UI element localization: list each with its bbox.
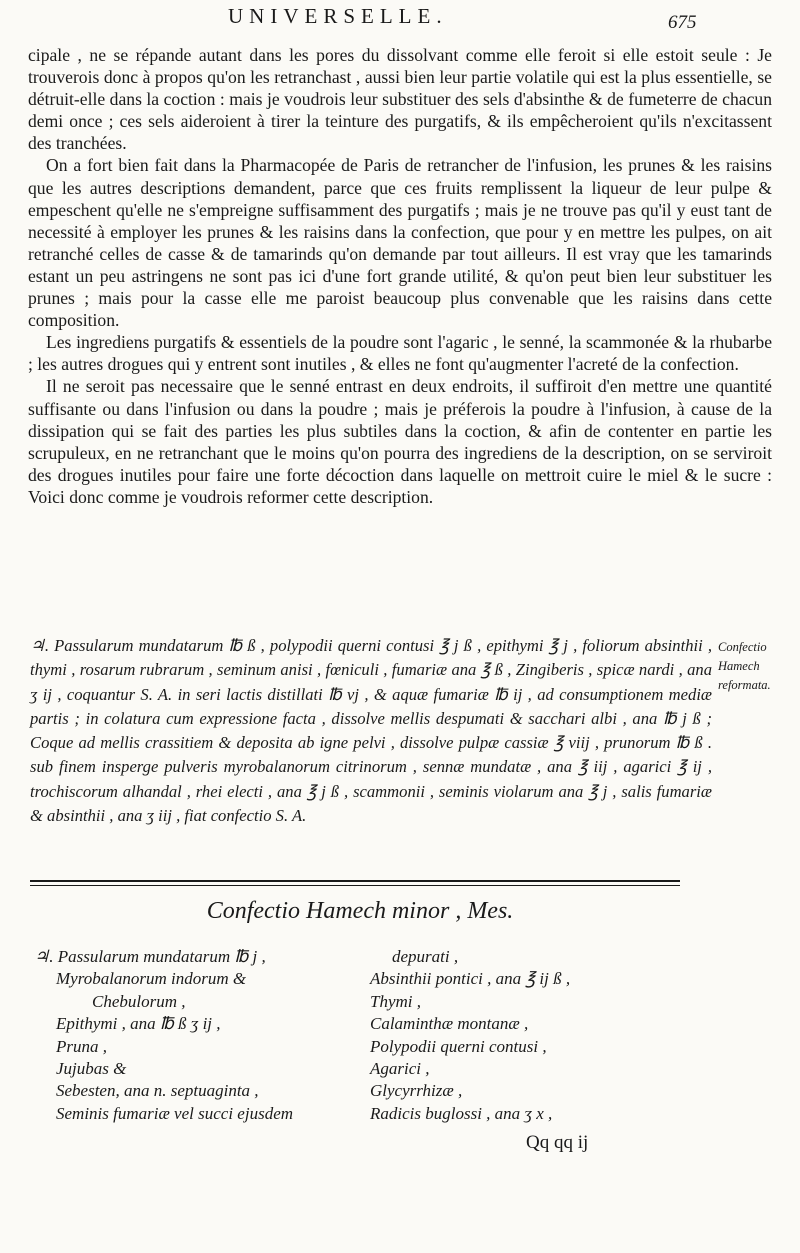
ingredient-line: Agarici , [370,1059,430,1079]
recipe-text: ♃. Passularum mundatarum ℔ ß , polypodii querni contusi ℥ j ß , epithymi ℥ j , foliorum absinthii , thymi , rosarum rubrarum , seminum anisi , fœniculi , fumariæ ana ℥ ß , Zingiberis , spicæ nardi , ana ʒ ij , coquantur S. A. in seri lactis distillati ℔ vj , & aquæ fumariæ ℔ ij , ad consumptionem mediæ partis ; in colatura cum expressione facta , dissolve mellis despumati & sacchari albi , ana ℔ j ß ; Coque ad mellis crassitiem & deposita ab igne pelvi , dissolve pulpæ cassiæ ℥ viij , prunorum ℔ ß . sub finem insperge pulveris myrobalanorum citrinorum , sennæ mundatæ , ana ℥ iij , agarici ℥ ij , trochiscorum alhandal , rhei electi , ana ℥ j ß , scammonii , seminis violarum ana ℥ j , salis fumariæ & absinthii , ana ʒ iij , fiat confectio S. A. [30,636,712,826]
page-number: 675 [668,12,697,33]
section-rule-thin [30,885,680,886]
ingredient-line: Seminis fumariæ vel succi ejusdem [56,1103,294,1123]
ingredient-line: ♃. Passularum mundatarum ℔ j , [34,947,266,966]
section-rule [30,880,680,882]
ingredient-line: Chebulorum , [92,991,186,1011]
ingredient-line: Sebesten, ana n. septuaginta , [56,1081,259,1101]
ingredient-line: Epithymi , ana ℔ ß ʒ ij , [56,1014,221,1034]
ingredients-left-column [34,946,354,1125]
ingredient-line: Calaminthæ montanæ , [370,1014,529,1034]
ingredient-line: Absinthii pontici , ana ℥ ij ß , [370,969,571,989]
paragraph-2: On a fort bien fait dans la Pharmacopée de Paris de retrancher de l'infusion, les prunes & les raisins que les autres descriptions demandent, parce que ces fruits remplissent la liqueur de leur pulpe & empeschent qu'elle ne s'empreigne suffisamment des purgatifs ; mais je ne trouve pas qu'il y eust tant de necessité à employer les prunes & les raisins dans la confection, que pour y en mettre les pulpes, on ait retranché celles de casse & de tamarinds qu'on demande par tout ailleurs. Il est vray que les tamarinds estant un peu astringens ne sont pas ici d'une fort grande utilité, & qu'on peut bien leur substituer les prunes ; mais pour la casse elle me paroist beaucoup plus convenable que les raisins dans cette composition. [28,155,772,331]
ingredient-line: Jujubas & [56,1059,127,1079]
ingredient-line: Glycyrrhizæ , [370,1081,463,1101]
margin-note: Confectio Hamech reformata. [718,640,771,692]
ingredients-right-column [370,946,700,1125]
running-head [0,2,800,38]
signature-mark: Qq qq ij [526,1132,589,1153]
ingredient-line: depurati , [392,947,459,966]
section-title: Confectio Hamech minor , Mes. [206,898,514,924]
ingredient-line: Thymi , [370,991,421,1011]
ingredient-line: Pruna , [56,1036,107,1056]
paragraph-3: Les ingrediens purgatifs & essentiels de la poudre sont l'agaric , le senné, la scammonée & la rhubarbe ; les autres drogues qui y entrent sont inutiles , & elles ne font qu'augmenter l'acreté de la confection. [28,332,772,375]
ingredient-line: Radicis buglossi , ana ʒ x , [370,1103,553,1123]
ingredient-line: Polypodii querni contusi , [370,1036,547,1056]
commentary-text [28,44,772,508]
running-title: UNIVERSELLE. [228,4,448,28]
paragraph-4: Il ne seroit pas necessaire que le senné entrast en deux endroits, il suffiroit d'en mettre une quantité suffisante ou dans l'infusion ou dans la poudre ; mais je préferois la poudre à l'infusion, à cause de la dissipation qui se fait des parties les plus subtiles dans la coction, & afin de contenter en partie les scrupuleux, en ne retranchant que le moins qu'on pourra des ingrediens de la description, on se serviroit des drogues inutiles pour faire une forte décoction dans laquelle on mettroit cuire le miel & le sucre : Voici donc comme je voudrois reformer cette description. [28,376,772,507]
paragraph-1: cipale , ne se répande autant dans les pores du dissolvant comme elle feroit si elle estoit seule : Je trouverois donc à propos qu'on les retranchast , aussi bien leur partie volatile qui est la plus essentielle, se détruit-elle dans la coction : mais je voudrois leur substituer des sels d'absinthe & de fumeterre de chacun demi once ; ces sels aideroient à tirer la teinture des purgatifs, & ils empêcheroient qu'ils n'excitassent des tranchées. [28,45,772,154]
ingredient-line: Myrobalanorum indorum & [56,969,247,989]
